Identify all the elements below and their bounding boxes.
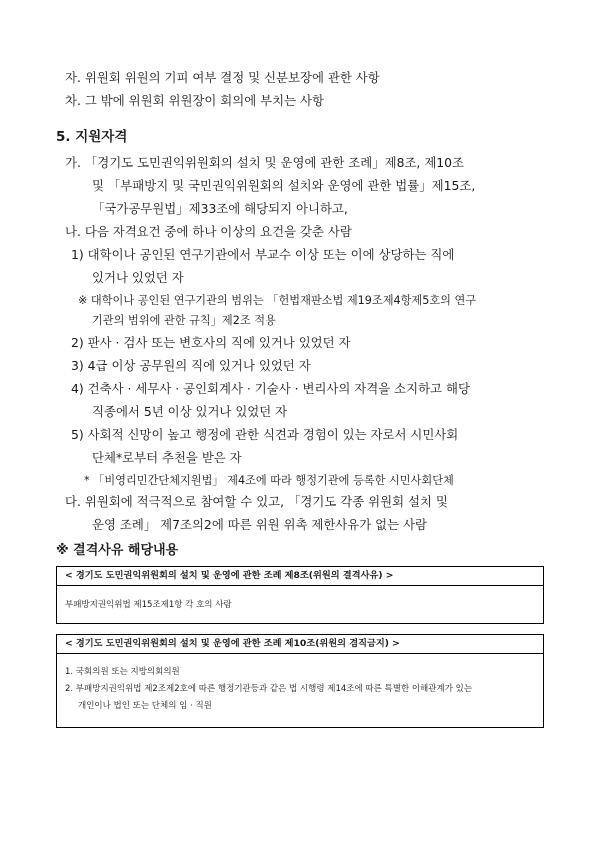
concurrent-office-box [56,634,544,728]
note-1-line1: ※ 대학이나 공인된 연구기관의 범위는 「헌법재판소법 제19조제4항제5호의 연구 [78,294,477,307]
note-1-line2: 기관의 범위에 관한 규칙」제2조 적용 [92,314,276,327]
item-da-line2: 운영 조례」 제7조의2에 따른 위원 위촉 제한사유가 없는 사람 [92,517,427,532]
item-ga-line3: 「국가공무원법」제33조에 해당되지 아니하고, [92,201,348,216]
item-5-line2: 단체*로부터 추천을 받은 자 [92,450,242,465]
item-1-line2: 있거나 있었던 자 [92,270,184,285]
box-item-2-line1: 2. 부패방지권익위법 제2조제2호에 따른 행정기관등과 같은 법 시행령 제14조에 따른 특별한 이해관계가 있는 [65,684,473,694]
item-5-line1: 5) 사회적 신망이 높고 행정에 관한 식견과 경험이 있는 자로서 시민사회 [71,427,459,442]
disqualification-box [56,566,544,624]
box-title: < 경기도 도민권익위원회의 설치 및 운영에 관한 조례 제8조(위원의 결격사유) > [57,567,543,586]
item-4-line2: 직종에서 5년 이상 있거나 있었던 자 [92,404,288,419]
item-2: 2) 판사 · 검사 또는 변호사의 직에 있거나 있었던 자 [71,335,351,350]
box-title: < 경기도 도민권익위원회의 설치 및 운영에 관한 조례 제10조(위원의 겸직금지) > [57,635,543,654]
item-na: 나. 다음 자격요건 중에 하나 이상의 요건을 갖춘 사람 [65,224,352,239]
section-heading-disqualification: ※ 결격사유 해당내용 [56,543,179,558]
item-cha: 차. 그 밖에 위원회 위원장이 회의에 부치는 사항 [65,93,324,108]
box-item-1: 1. 국회의원 또는 지방의회의원 [65,667,180,677]
item-3: 3) 4급 이상 공무원의 직에 있거나 있었던 자 [71,358,311,373]
item-ga-line1: 가. 「경기도 도민권익위원회의 설치 및 운영에 관한 조례」제8조, 제10조 [65,155,465,170]
item-4-line1: 4) 건축사 · 세무사 · 공인회계사 · 기술사 · 변리사의 자격을 소지하고 해당 [71,381,470,396]
item-da-line1: 다. 위원회에 적극적으로 참여할 수 있고, 「경기도 각종 위원회 설치 및 [65,494,448,509]
box-item-2-line2: 개인이나 법인 또는 단체의 임 · 직원 [78,701,212,711]
item-1-line1: 1) 대학이나 공인된 연구기관에서 부교수 이상 또는 이에 상당하는 직에 [71,247,455,262]
item-ja: 자. 위원회 위원의 기피 여부 결정 및 신분보장에 관한 사항 [65,70,380,85]
item-ga-line2: 및 「부패방지 및 국민권익위원회의 설치와 운영에 관한 법률」제15조, [92,178,476,193]
section-heading-qualification: 5. 지원자격 [56,129,128,145]
note-5: * 「비영리민간단체지원법」 제4조에 따라 행정기관에 등록한 시민사회단체 [84,474,454,487]
box-text: 부패방지권익위법 제15조제1항 각 호의 사람 [65,600,232,610]
